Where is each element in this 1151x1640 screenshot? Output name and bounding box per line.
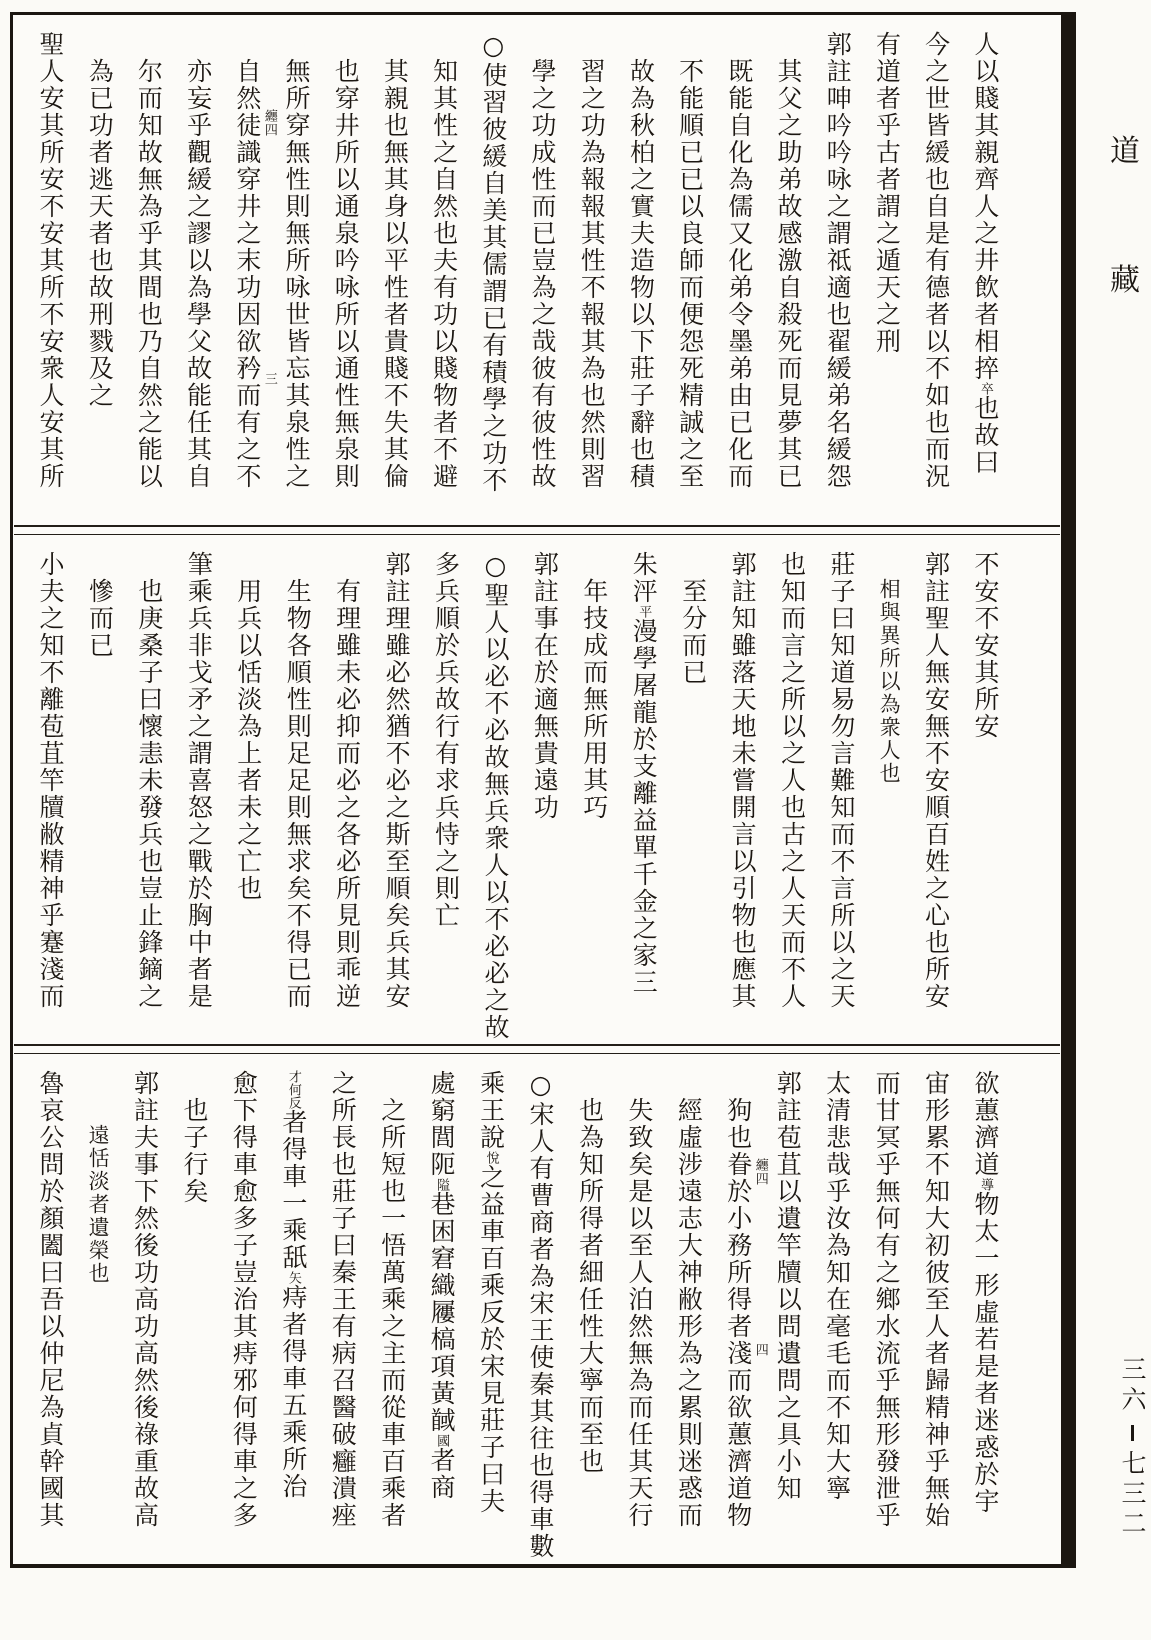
column-text: 失致矣是以至人泊然無為而任其天行: [624, 1097, 654, 1530]
column-text: 不能順已已以良師而便怨死精誠之至: [675, 58, 705, 490]
canon-title-zang: 藏: [1110, 263, 1140, 298]
column-text: 聖人安其所安不安其所不安衆人安其所: [36, 31, 65, 490]
text-column: [824, 1070, 851, 1558]
column-text: 有理雖未必抑而必之各必所見則乖逆: [332, 577, 362, 1010]
column-text: 欲蕙濟道: [970, 1070, 1000, 1179]
column-text: 魯哀公問於顏闔曰吾以仲尼為貞幹國其: [36, 1070, 65, 1530]
text-column: [482, 551, 509, 1039]
column-text: 學之功成性而已豈為之哉彼有彼性故: [528, 58, 558, 490]
text-column: [726, 31, 753, 519]
column-text: 人以賤其親齊人之井飲者相捽: [970, 31, 1000, 382]
interlinear-gloss: 才何反: [285, 1070, 301, 1110]
column-text: ○聖人以必不必故無兵衆人以不必必之故: [480, 550, 510, 1041]
collation-mark: 三: [261, 372, 277, 387]
column-text: 朱泙: [629, 550, 659, 605]
column-text: 慘而已: [85, 577, 115, 659]
text-column: [135, 31, 162, 519]
text-column: [478, 1070, 505, 1558]
column-text: 巷困窘織屨槁項黃馘: [427, 1191, 457, 1435]
text-column: [675, 1070, 702, 1558]
column-text: 處窮閭阨: [427, 1070, 457, 1179]
column-text: 太清悲哉乎汝為知在毫毛而不知大寧: [822, 1070, 852, 1503]
text-column: [526, 1070, 556, 1561]
text-column: [723, 1070, 768, 1558]
text-column: [185, 551, 212, 1039]
column-text: 也穿井所以通泉吟咏所以通性無泉則: [331, 58, 361, 490]
column-text: 漫學屠龍於支離益單千金之家三: [629, 617, 659, 996]
text-column: [431, 31, 458, 519]
interlinear-gloss: 國: [434, 1434, 450, 1448]
collation-mark: 四: [752, 1343, 768, 1358]
volume-number: 三六: [1118, 1356, 1147, 1416]
column-text: 郭註呻吟吟咏之謂祗適也翟緩弟名緩怨: [823, 31, 853, 490]
column-text: 今之世皆緩也自是有德者以不如也而況: [921, 31, 951, 490]
text-column: [972, 31, 999, 519]
column-text: 小夫之知不離苞苴竿牘敝精神乎蹇淺而: [36, 550, 65, 1010]
interlinear-gloss: 隘: [434, 1178, 450, 1192]
column-text: 故為秋柏之實夫造物以下莊子辭也積: [626, 58, 656, 490]
text-column: [824, 31, 851, 519]
text-column: [86, 1070, 109, 1558]
collation-mark: 纏四: [261, 109, 277, 138]
column-text: 尔而知故無為乎其間也乃自然之能以: [134, 58, 164, 490]
section-divider: [14, 1044, 1060, 1054]
column-text: 郭註夫事下然後功高功高然後祿重故高: [130, 1070, 160, 1530]
column-text: 筆乘兵非戈矛之謂喜怒之戰於胸中者是: [184, 550, 214, 1010]
text-column: [185, 31, 212, 519]
column-text: 愈下得車愈多子豈治其痔邪何得車之多: [229, 1070, 259, 1530]
interlinear-gloss: 矢: [285, 1271, 301, 1285]
text-column: [334, 551, 361, 1039]
text-column: [232, 31, 277, 519]
volume-page-number: [1114, 1356, 1150, 1540]
text-column: [136, 551, 163, 1039]
canon-title-dao: 道: [1110, 134, 1140, 169]
text-column: [280, 1070, 307, 1558]
text-column: [433, 551, 460, 1039]
column-text: 經虛涉遠志大神敝形為之累則迷惑而: [674, 1097, 704, 1530]
text-column: [774, 1070, 801, 1558]
interlinear-gloss: 悅: [483, 1151, 499, 1165]
text-column: [729, 551, 756, 1039]
column-text: ○使習彼緩自美其儒謂已有積學之功不: [478, 31, 508, 494]
column-text: 之所長也莊子曰秦王有病召醫破癰潰痤: [328, 1070, 358, 1530]
text-column: [37, 551, 64, 1039]
column-text: 多兵順於兵故行有求兵恃之則亡: [431, 550, 461, 929]
text-column: [877, 551, 900, 1039]
text-column: [332, 31, 359, 519]
section-top: [13, 15, 1061, 525]
text-column: [531, 551, 558, 1039]
text-column: [86, 31, 113, 519]
column-text: 遠恬淡者遺榮也: [86, 1124, 111, 1286]
column-text: 為已功者逃天者也故刑戮及之: [85, 58, 115, 409]
column-text: 不安不安其所安: [970, 550, 1000, 740]
text-column: [972, 1070, 999, 1558]
text-column: [630, 551, 657, 1039]
column-text: 習之功為報報其性不報其為也然則習: [577, 58, 607, 490]
column-text: 也知而言之所以之人也古之人天而不人: [777, 550, 807, 1010]
column-text: 者商: [427, 1447, 457, 1502]
text-column: [329, 1070, 356, 1558]
text-column: [828, 551, 855, 1039]
column-text: 之所短也一悟萬乘之主而從車百乘者: [377, 1097, 407, 1530]
text-column: [181, 1070, 208, 1558]
text-column: [626, 1070, 653, 1558]
column-text: 郭註理雖必然猶不必之斯至順矣兵其安: [382, 550, 412, 1010]
leaf-number: 七三二: [1118, 1450, 1147, 1540]
text-column: [779, 551, 806, 1039]
collation-mark: 纏四: [752, 1158, 768, 1187]
column-text: 其父之助弟故感激自殺死而見夢其已: [774, 58, 804, 490]
column-text: 無所穿無性則無所咏世皆忘其泉性之: [282, 58, 312, 490]
text-column: [383, 551, 410, 1039]
text-column: [873, 31, 900, 519]
column-text: 而甘冥乎無何有之鄉水流乎無形發泄乎: [872, 1070, 902, 1530]
column-text: 也庚桑子曰懷恚未發兵也豈止鋒鏑之: [134, 577, 164, 1010]
column-text: ○宋人有曹商者為宋王使秦其往也得車數: [526, 1070, 556, 1561]
text-column: [677, 31, 704, 519]
column-text: 至分而已: [678, 577, 708, 686]
section-bottom: [13, 1054, 1061, 1564]
column-text: 郭註事在於適無貴遠功: [530, 550, 560, 821]
text-column: [578, 31, 605, 519]
text-column: [576, 1070, 603, 1558]
interlinear-gloss: 卒: [977, 382, 993, 395]
column-text: 也故曰: [970, 395, 1000, 476]
text-column: [132, 1070, 159, 1558]
text-column: [627, 31, 654, 519]
column-text: 也為知所得者細任性大寧而至也: [575, 1097, 605, 1476]
text-column: [529, 31, 556, 519]
column-text: 郭註苞苴以遺竿牘以問遺問之具小知: [773, 1070, 803, 1503]
text-column: [428, 1070, 455, 1558]
column-text: 既能自化為儒又化弟令墨弟由已化而: [724, 58, 754, 490]
text-column: [923, 31, 950, 519]
text-column: [230, 1070, 257, 1558]
dash-divider: [1131, 1425, 1134, 1441]
column-text: 宙形累不知大初彼至人者歸精神乎無始: [921, 1070, 951, 1530]
text-column: [284, 551, 311, 1039]
section-divider: [14, 525, 1060, 535]
column-text: 郭註聖人無安無不安順百姓之心也所安: [921, 550, 951, 1010]
column-text: 相與異所以為衆人也: [877, 577, 902, 785]
column-text: 痔者得車五乘所治: [278, 1284, 308, 1501]
column-text: 用兵以恬淡為上者未之亡也: [233, 577, 263, 902]
column-text: 之益車百乘反於宋見莊子曰夫: [476, 1164, 506, 1516]
column-text: 知其性之自然也夫有功以賤物者不避: [429, 58, 459, 490]
column-text: 自然徒識穿井之末功因欲矜而有之不: [232, 58, 262, 490]
column-text: 其親也無其身以平性者貴賤不失其倫: [380, 58, 410, 490]
column-text: 乘王說: [476, 1070, 506, 1152]
text-column: [235, 551, 262, 1039]
text-column: [923, 551, 950, 1039]
column-text: 亦妄乎觀緩之謬以為學父故能任其自: [183, 58, 213, 490]
section-middle: [13, 535, 1061, 1045]
text-column: [923, 1070, 950, 1558]
text-column: [873, 1070, 900, 1558]
column-text: 物太一形虛若是者迷惑於宇: [970, 1191, 1000, 1516]
column-text: 狗也眷於小務所得者淺而欲蕙濟道物: [723, 1097, 753, 1530]
text-column: [37, 1070, 64, 1558]
column-text: 莊子曰知道易勿言難知而不言所以之天: [827, 550, 856, 1010]
interlinear-gloss: 平: [636, 604, 652, 618]
column-text: 生物各順性則足足則無求矣不得已而: [283, 577, 313, 1010]
column-text: 也子行矣: [179, 1097, 209, 1206]
text-column: [972, 551, 999, 1039]
text-column: [775, 31, 802, 519]
text-column: [86, 551, 113, 1039]
text-column: [283, 31, 310, 519]
column-text: 有道者乎古者謂之遁天之刑: [872, 31, 902, 355]
text-column: [680, 551, 707, 1039]
text-column: [581, 551, 608, 1039]
interlinear-gloss: 導: [977, 1178, 993, 1192]
text-column: [37, 31, 64, 519]
text-column: [379, 1070, 406, 1558]
column-text: 者得車一乘舐: [278, 1109, 308, 1272]
text-column: [381, 31, 408, 519]
text-block: [10, 12, 1076, 1568]
column-text: 年技成而無所用其巧: [579, 577, 609, 821]
column-text: 郭註知雖落天地未嘗開言以引物也應其: [728, 550, 758, 1010]
text-column: [480, 31, 507, 519]
